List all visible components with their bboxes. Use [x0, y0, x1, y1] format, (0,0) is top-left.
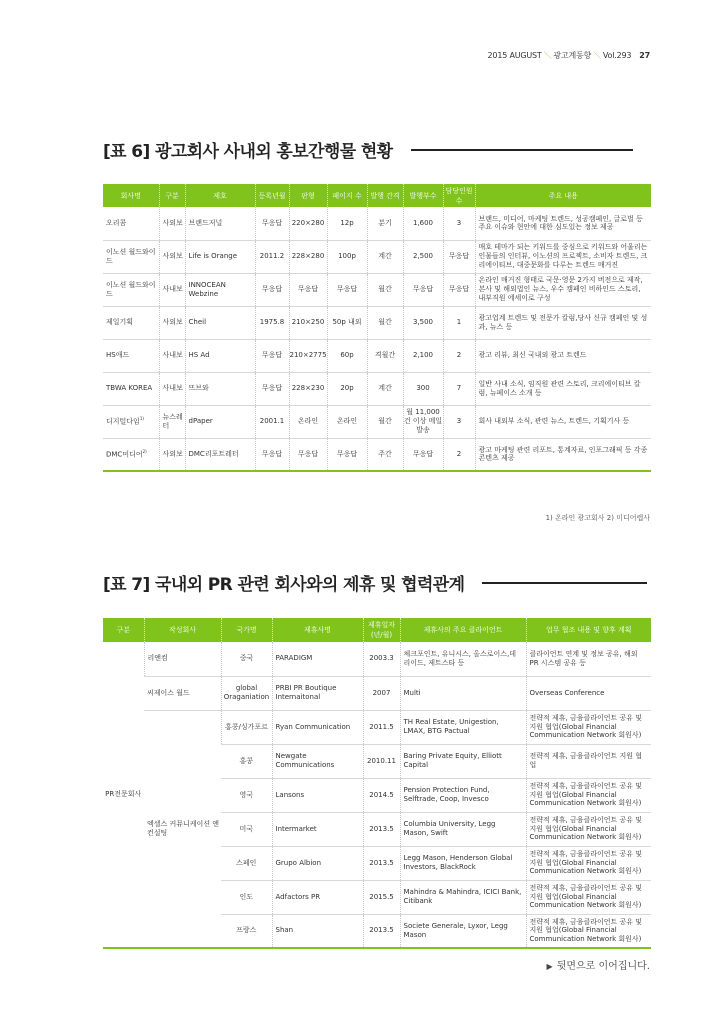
table-row	[103, 372, 651, 405]
partner-cell: PRBI PR Boutique Internaitonal	[272, 676, 363, 710]
table-cell	[185, 339, 255, 372]
table-cell	[327, 207, 367, 240]
plan-cell: 전략적 제휴, 금융클라이언트 공유 및 지원 협업(Global Financial Communication Network 회원사)	[526, 812, 651, 846]
cell-text: 2	[456, 449, 462, 458]
table-cell	[475, 438, 651, 471]
play-arrow-icon: ▶	[546, 962, 553, 971]
plan-cell: 전략적 제휴, 금융클라이언트 공유 및 지원 협업(Global Financial Communication Network 회원사)	[526, 710, 651, 744]
country-cell: 스페인	[221, 846, 272, 880]
plan-cell: 전략적 제휴, 금융클라이언트 공유 및 지원 협업(Global Financial Communication Network 회원사)	[526, 914, 651, 948]
table-cell	[159, 339, 185, 372]
cell-text: 오리콤	[106, 218, 127, 227]
column-header: 판형	[289, 184, 327, 207]
partner-cell: Lansons	[272, 778, 363, 812]
table-cell	[289, 207, 327, 240]
date-cell: 2007	[363, 676, 400, 710]
clients-cell: Multi	[400, 676, 526, 710]
table-cell	[289, 273, 327, 306]
table-cell	[403, 273, 443, 306]
cell-text: 사외보	[162, 252, 183, 261]
cell-text: 220×280	[291, 218, 325, 227]
country-cell: 중국	[221, 642, 272, 676]
cell-text: INNOCEAN Webzine	[188, 280, 226, 298]
table-cell	[159, 405, 185, 438]
table-cell	[475, 306, 651, 339]
cell-text: 브랜드, 미디어, 마케팅 트렌드, 성공캠페인, 글로벌 등 주요 이슈와 현안에 대한 심도있는 정보 제공	[478, 214, 643, 232]
table7-title: [표 7] 국내외 PR 관련 회사와의 제휴 및 협력관계	[103, 570, 647, 595]
country-cell: 프랑스	[221, 914, 272, 948]
company-cell: 씨제이스 월드	[144, 676, 221, 710]
table-row	[103, 306, 651, 339]
volume-label: Vol.293	[602, 51, 632, 60]
table-cell	[103, 273, 159, 306]
table-row	[103, 207, 651, 240]
table-cell	[103, 405, 159, 438]
cell-text: Cheil	[188, 318, 207, 327]
clients-cell: Columbia University, Legg Mason, Swift	[400, 812, 526, 846]
table-cell	[367, 339, 403, 372]
cell-text: 12p	[340, 218, 354, 227]
table-cell	[403, 240, 443, 273]
plan-cell: 클라이언트 연계 및 정보 공유, 해외 PR 시스템 공유 등	[526, 642, 651, 676]
table-cell	[159, 438, 185, 471]
clients-cell: Pension Protection Fund, Selftrade, Coop, Invesco	[400, 778, 526, 812]
table-cell	[159, 273, 185, 306]
cell-text: 2,100	[412, 351, 434, 360]
cell-text: 228×230	[291, 384, 325, 393]
cell-text: 사외보	[162, 449, 183, 458]
table6-footnote: 1) 온라인 광고회사 2) 미디어렙사	[545, 514, 650, 522]
table-row	[103, 438, 651, 471]
table-cell	[185, 438, 255, 471]
table-cell	[103, 207, 159, 240]
country-cell: 미국	[221, 812, 272, 846]
table-cell	[185, 207, 255, 240]
cell-text: HS Ad	[188, 351, 210, 360]
date-cell: 2003.3	[363, 642, 400, 676]
country-cell: 인도	[221, 880, 272, 914]
page-header: 2015 AUGUST ＼ 광고계동향 ＼ Vol.293 27	[487, 51, 650, 60]
cell-text: 디지털다임	[106, 417, 140, 426]
cell-text: 온라인	[297, 417, 319, 426]
table-cell	[403, 405, 443, 438]
clients-cell: Mahindra & Mahindra, ICICI Bank, Citibank	[400, 880, 526, 914]
table-cell	[327, 372, 367, 405]
cell-text: DMC리포트레터	[188, 449, 239, 458]
cell-text: 뉴스레터	[162, 412, 183, 430]
footnote-marker: 2)	[142, 449, 147, 455]
partner-cell: Adfactors PR	[272, 880, 363, 914]
cell-text: 2001.1	[259, 417, 285, 426]
table-cell	[255, 405, 289, 438]
table-cell	[159, 207, 185, 240]
cell-text: 2	[456, 351, 462, 360]
country-cell: global Oraganiation	[221, 676, 272, 710]
table-cell	[255, 306, 289, 339]
country-cell: 영국	[221, 778, 272, 812]
cell-text: 뜨브와	[188, 384, 209, 393]
table-cell	[327, 339, 367, 372]
cell-text: 월간	[378, 318, 392, 327]
table-row	[103, 273, 651, 306]
clients-cell: Legg Mason, Henderson Global Investors, BlackRock	[400, 846, 526, 880]
cell-text: 2,500	[412, 252, 434, 261]
plan-cell: 전략적 제휴, 금융클라이언트 공유 및 지원 협업(Global Financial Communication Network 회원사)	[526, 846, 651, 880]
cell-text: 일반 사내 소식, 임직원 관련 스토리, 크리에이티브 칼럼, 뉴페이스 소개 등	[478, 379, 641, 397]
cell-text: 사외보	[162, 318, 183, 327]
plan-cell: 전략적 제휴, 금융클라이언트 공유 및 지원 협업(Global Financial Communication Network 회원사)	[526, 880, 651, 914]
table6-title: [표 6] 광고회사 사내외 홍보간행물 현황	[103, 137, 633, 162]
column-header: 등록년월	[255, 184, 289, 207]
partner-cell: Grupo Albion	[272, 846, 363, 880]
title-rule	[411, 149, 633, 151]
cell-text: DMC미디어	[106, 450, 143, 459]
table-cell	[443, 438, 475, 471]
cell-text: 1,600	[412, 218, 434, 227]
table-cell	[185, 372, 255, 405]
table-cell	[289, 438, 327, 471]
cell-text: 60p	[340, 351, 354, 360]
table-cell	[443, 240, 475, 273]
table-cell	[289, 372, 327, 405]
table-cell	[185, 273, 255, 306]
cell-text: 210×250	[291, 318, 325, 327]
table-cell	[367, 273, 403, 306]
table-cell	[475, 372, 651, 405]
table-cell	[255, 240, 289, 273]
table-cell	[159, 372, 185, 405]
cell-text: 온라인 매거진 형태로 국문·영문 2가지 버전으로 제작, 본사 및 해외법인 뉴스, 우수 캠페인 비하인드 스토리, 내부직원 에세이로 구성	[478, 276, 643, 302]
column-header: 발행부수	[403, 184, 443, 207]
table-cell	[403, 372, 443, 405]
clients-cell: Baring Private Equity, Elliott Capital	[400, 744, 526, 778]
table-cell	[403, 438, 443, 471]
date-cell: 2011.5	[363, 710, 400, 744]
cell-text: 무응답	[412, 449, 434, 458]
table-cell	[327, 306, 367, 339]
table7-pr-partnerships	[103, 618, 651, 949]
column-header: 페이지 수	[327, 184, 367, 207]
column-header: 주요 내용	[475, 184, 651, 207]
continue-note: ▶ 뒷면으로 이어집니다.	[546, 961, 650, 972]
table-cell	[475, 240, 651, 273]
plan-cell: 전략적 제휴, 금융클라이언트 지원 협업	[526, 744, 651, 778]
column-header: 구분	[159, 184, 185, 207]
table-cell	[103, 339, 159, 372]
table-cell	[475, 207, 651, 240]
section-label: 광고계동향	[553, 51, 592, 60]
cell-text: 온라인	[336, 417, 358, 426]
column-header: 제휴일자 (년/월)	[363, 618, 400, 642]
cell-text: 210×2775	[289, 351, 327, 360]
column-header: 제휴사명	[272, 618, 363, 642]
cell-text: 사내보	[162, 384, 183, 393]
partner-cell: Shan	[272, 914, 363, 948]
cell-text: 이노션 월드와이드	[106, 247, 156, 265]
table-cell	[475, 339, 651, 372]
cell-text: 무응답	[261, 384, 283, 393]
cell-text: 7	[456, 384, 462, 393]
country-cell: 홍콩	[221, 744, 272, 778]
cell-text: 무응답	[336, 285, 358, 294]
cell-text: 2011.2	[259, 252, 285, 261]
table6-house-organs	[103, 184, 651, 472]
cell-text: 20p	[340, 384, 354, 393]
table-cell	[185, 405, 255, 438]
column-header: 발행 간격	[367, 184, 403, 207]
company-cell: 리앤컴	[144, 642, 221, 676]
table-cell	[289, 306, 327, 339]
issue-label: 2015 AUGUST	[487, 51, 542, 60]
table-cell	[103, 240, 159, 273]
table-cell	[443, 339, 475, 372]
cell-text: 브랜드저널	[188, 218, 223, 227]
cell-text: 무응답	[412, 285, 434, 294]
cell-text: 50p 내외	[332, 318, 362, 327]
cell-text: 사내보	[162, 285, 183, 294]
table7-header-row	[103, 618, 651, 642]
cell-text: 100p	[338, 252, 356, 261]
table-cell	[255, 372, 289, 405]
column-header: 제휴사의 주요 클라이언트	[400, 618, 526, 642]
cell-text: 3,500	[412, 318, 434, 327]
date-cell: 2015.5	[363, 880, 400, 914]
footnote-marker: 1)	[139, 416, 144, 422]
clients-cell: Societe Generale, Lyxor, Legg Mason	[400, 914, 526, 948]
partner-cell: Newgate Communications	[272, 744, 363, 778]
date-cell: 2013.5	[363, 846, 400, 880]
page-number: 27	[639, 51, 650, 60]
table-cell	[327, 240, 367, 273]
cell-text: 사외보	[162, 218, 183, 227]
table-cell	[443, 372, 475, 405]
table-cell	[255, 273, 289, 306]
column-header: 구분	[103, 618, 144, 642]
cell-text: 사내보	[162, 351, 183, 360]
table-cell	[327, 405, 367, 438]
cell-text: 계간	[378, 252, 392, 261]
cell-text: 이노션 월드와이드	[106, 280, 156, 298]
company-cell: 엑셀스 커뮤니케이션 앤 컨설팅	[144, 710, 221, 948]
table-cell	[367, 438, 403, 471]
cell-text: 무응답	[297, 285, 319, 294]
cell-text: 무응답	[261, 285, 283, 294]
table-cell	[185, 240, 255, 273]
cell-text: 무응답	[336, 449, 358, 458]
table-cell	[367, 240, 403, 273]
plan-cell: Overseas Conference	[526, 676, 651, 710]
cell-text: 광고업계 트렌드 및 전문가 칼럼,당사 신규 캠페인 및 성과, 뉴스 등	[478, 313, 648, 331]
table-cell	[367, 372, 403, 405]
cell-text: 분기	[378, 218, 392, 227]
cell-text: Life is Orange	[188, 252, 238, 261]
table-cell	[255, 438, 289, 471]
column-header: 업무 협조 내용 및 향후 계획	[526, 618, 651, 642]
partner-cell: PARADIGM	[272, 642, 363, 676]
column-header: 작성회사	[144, 618, 221, 642]
table-cell	[475, 273, 651, 306]
cell-text: 광고 리뷰, 최신 국내외 광고 트렌드	[478, 351, 587, 360]
table-cell	[367, 306, 403, 339]
column-header: 회사명	[103, 184, 159, 207]
table-cell	[403, 306, 443, 339]
table-cell	[443, 273, 475, 306]
table-cell	[475, 405, 651, 438]
title-rule	[482, 582, 647, 584]
table-row	[103, 642, 651, 676]
cell-text: 월간	[378, 285, 392, 294]
plan-cell: 전략적 제휴, 금융클라이언트 공유 및 지원 협업(Global Financial Communication Network 회원사)	[526, 778, 651, 812]
cell-text: 격월간	[374, 351, 396, 360]
cell-text: 3	[456, 417, 462, 426]
clients-cell: TH Real Estate, Unigestion, LMAX, BTG Pactual	[400, 710, 526, 744]
table6-header-row	[103, 184, 651, 207]
partner-cell: Ryan Communication	[272, 710, 363, 744]
table-cell	[159, 306, 185, 339]
cell-text: 3	[456, 218, 462, 227]
cell-text: 무응답	[261, 351, 283, 360]
table-row	[103, 676, 651, 710]
table-cell	[289, 240, 327, 273]
table-cell	[255, 207, 289, 240]
cell-text: 월 11,000건 이상 메일 발송	[403, 408, 443, 434]
cell-text: 1	[456, 318, 462, 327]
date-cell: 2014.5	[363, 778, 400, 812]
cell-text: 무응답	[297, 449, 319, 458]
table-cell	[159, 240, 185, 273]
cell-text: dPaper	[188, 417, 213, 426]
table-row	[103, 339, 651, 372]
cell-text: TBWA KOREA	[106, 384, 153, 393]
column-header: 제호	[185, 184, 255, 207]
cell-text: 광고 마케팅 관련 리포트, 통계자료, 인포그래픽 등 각종 콘텐츠 제공	[478, 445, 648, 463]
table-cell	[103, 372, 159, 405]
cell-text: HS애드	[106, 351, 130, 360]
cell-text: 228×280	[291, 252, 325, 261]
table-cell	[255, 339, 289, 372]
cell-text: 계간	[378, 384, 392, 393]
partner-cell: Intermarket	[272, 812, 363, 846]
date-cell: 2013.5	[363, 914, 400, 948]
table-cell	[327, 438, 367, 471]
column-header: 담당인원 수	[443, 184, 475, 207]
cell-text: 300	[416, 384, 430, 393]
table-cell	[367, 207, 403, 240]
table-cell	[289, 339, 327, 372]
cell-text: 무응답	[261, 449, 283, 458]
cell-text: 무응답	[448, 285, 470, 294]
category-cell: PR전문회사	[103, 642, 144, 948]
table-row	[103, 405, 651, 438]
cell-text: 무응답	[448, 252, 470, 261]
date-cell: 2013.5	[363, 812, 400, 846]
table-cell	[103, 306, 159, 339]
column-header: 국가명	[221, 618, 272, 642]
table-cell	[403, 339, 443, 372]
table-cell	[103, 438, 159, 471]
cell-text: 매호 테마가 되는 키워드를 중심으로 키워드와 어울리는 인물들의 인터뷰, 이노션의 프로젝트, 소비자 트렌드, 크리에이티브, 대중문화를 다루는 트렌드 매거진	[478, 243, 648, 269]
cell-text: 주간	[378, 449, 392, 458]
table-row	[103, 710, 651, 744]
table-cell	[185, 306, 255, 339]
clients-cell: 체크포인트, 유니시스, 올스로이스,데리이드, 제트스타 등	[400, 642, 526, 676]
cell-text: 회사 내외부 소식, 관련 뉴스, 트렌드, 기획기사 등	[478, 417, 630, 426]
cell-text: 월간	[378, 417, 392, 426]
table-cell	[443, 405, 475, 438]
cell-text: 1975.8	[259, 318, 285, 327]
table-row	[103, 240, 651, 273]
cell-text: 제일기획	[106, 318, 134, 327]
table-cell	[289, 405, 327, 438]
table-cell	[443, 306, 475, 339]
date-cell: 2010.11	[363, 744, 400, 778]
country-cell: 홍콩/싱가포르	[221, 710, 272, 744]
table-cell	[367, 405, 403, 438]
cell-text: 무응답	[261, 218, 283, 227]
table-cell	[403, 207, 443, 240]
table-cell	[327, 273, 367, 306]
table-cell	[443, 207, 475, 240]
